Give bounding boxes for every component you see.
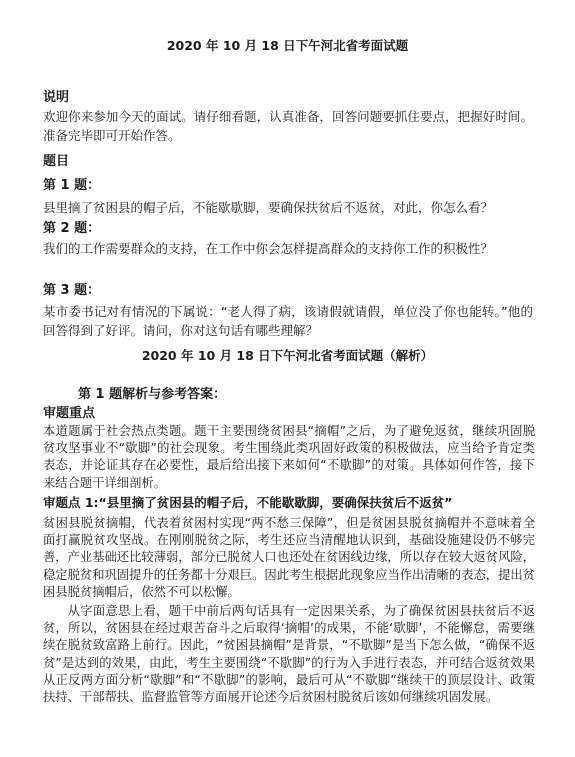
analysis-title: 2020 年 10 月 18 日下午河北省考面试题（解析） [141, 348, 434, 363]
question-1-text: 县里摘了贫困县的帽子后，不能歇歇脚，要确保扶贫后不返贫，对此，你怎么看？ [43, 200, 494, 215]
q1-analysis-heading: 第 1 题解析与参考答案： [78, 387, 227, 402]
point-1-text: 贫困县脱贫摘帽，代表着贫困村实现“两不愁三保障”，但是贫困县脱贫摘帽并不意味着全面打赢脱贫攻坚战。在刚刚脱贫之际，考生还应当清醒地认识到，基础设施建设仍不够完善，产业基础还比较薄弱，部分已脱贫人口也还处在贫困线边缘，所以存在较大返贫风险，稳定脱贫和巩固提升的任务都十分艰巨。因此考生根据此现象应当作出清晰的表态，提出贫困县脱贫摘帽后，依然不可以松懈。 [43, 516, 535, 599]
questions-heading: 题目 [43, 154, 70, 169]
key-points-text: 本道题属于社会热点类题。题干主要围绕贫困县“摘帽”之后，为了避免返贫，继续巩固脱贫攻坚事业不“歇脚”的社会现象。考生围绕此类巩固好政策的积极做法，应当给予肯定类表态，并论证其存在必要性，最后给出接下来如何“不歇脚”的对策。具体如何作答，接下来结合题干详细剖析。 [43, 424, 535, 490]
question-3-text: 某市委书记对有情况的下属说：“老人得了病，该请假就请假，单位没了你也能转。”他的回答得到了好评。请问，你对这句话有哪些理解？ [43, 304, 533, 338]
instructions-text: 欢迎你来参加今天的面试。请仔细看题，认真准备，回答问题要抓住要点，把握好时间。准备完毕即可开始作答。 [43, 109, 533, 143]
instructions-heading: 说明 [43, 90, 70, 105]
exam-title: 2020 年 10 月 18 日下午河北省考面试题 [166, 38, 409, 53]
question-3-label: 第 3 题： [43, 283, 101, 298]
question-2-text: 我们的工作需要群众的支持，在工作中你会怎样提高群众的支持你工作的积极性？ [43, 241, 494, 256]
question-1-label: 第 1 题： [43, 178, 101, 193]
key-points-heading: 审题重点 [43, 406, 96, 421]
point-1-text-2: 从字面意思上看，题干中前后两句话具有一定因果关系，为了确保贫困县扶贫后不返贫，所以，贫困县在经过艰苦奋斗之后取得‘摘帽’的成果，不能‘歇脚’，不能懈怠，需要继续在脱贫致富路上前行。因此，“贫困县摘帽”是背景，“不歇脚”是当下怎么做，“确保不返贫”是达到的效果，由此，考生主要围绕“不歇脚”的行为入手进行表态，并可结合返贫效果从正反两方面分析“歇脚”和“不歇脚”的影响，最后可从“不歇脚”继续干的顶层设计、政策扶持、干部帮扶、监督监管等方面展开论述今后贫困村脱贫后该如何继续巩固发展。 [43, 604, 535, 705]
point-1-heading: 审题点 1:“县里摘了贫困县的帽子后，不能歇歇脚，要确保扶贫后不返贫” [43, 495, 453, 510]
question-2-label: 第 2 题： [43, 221, 101, 236]
